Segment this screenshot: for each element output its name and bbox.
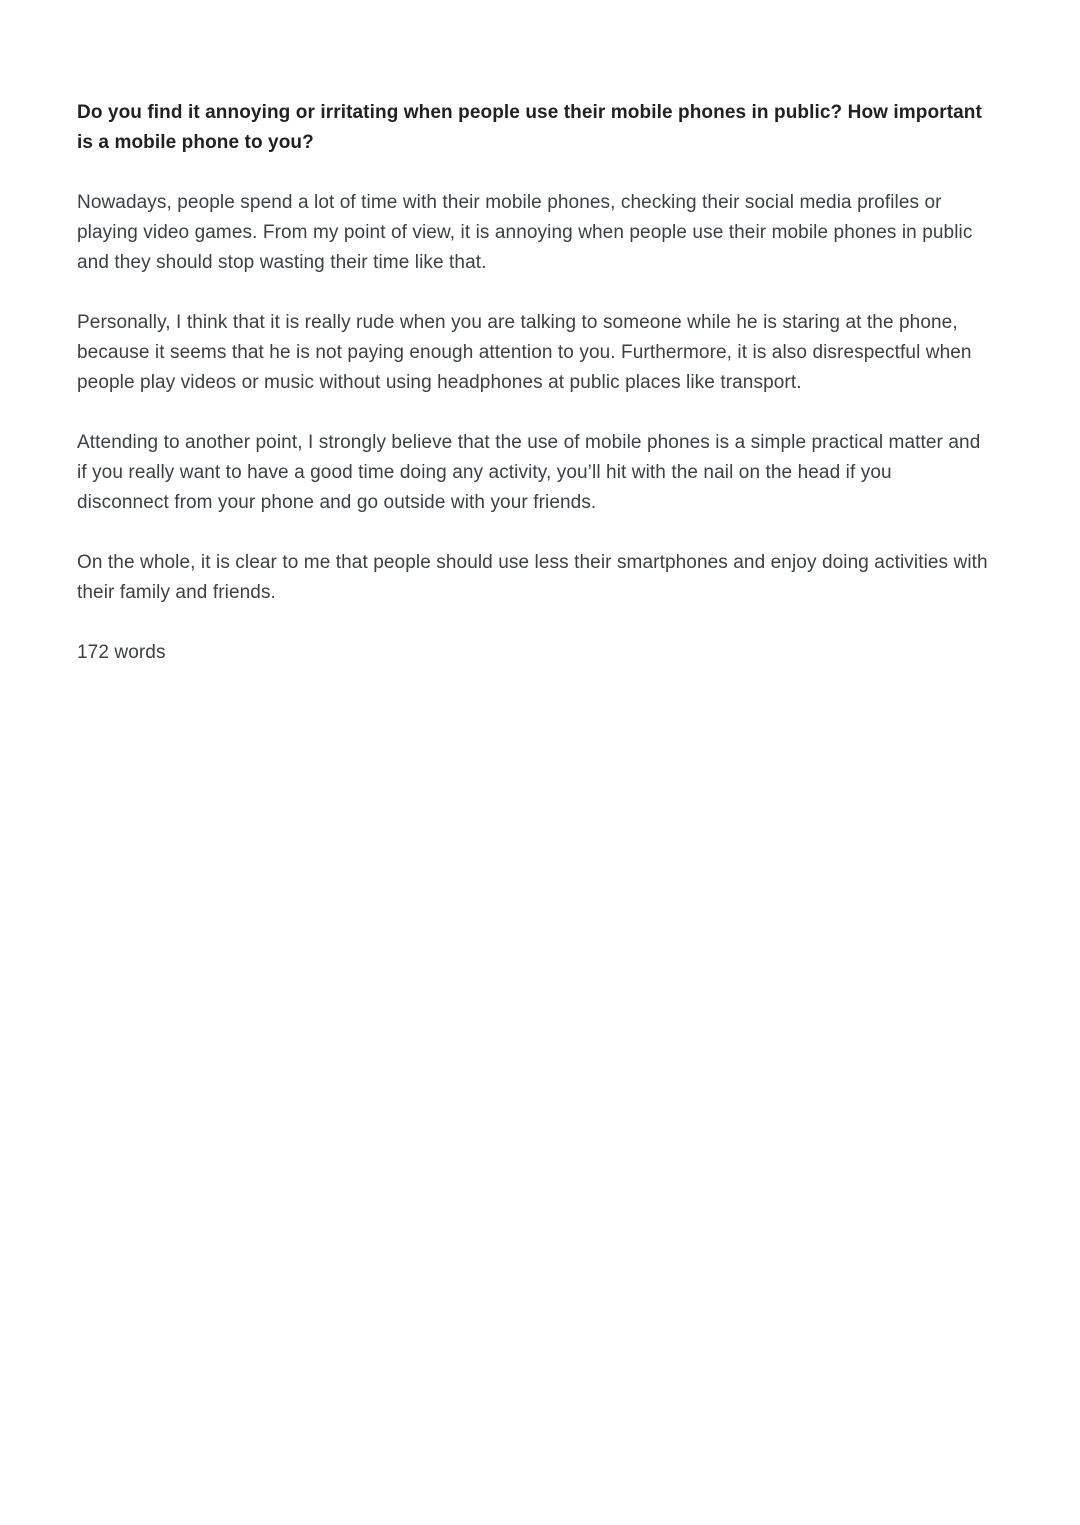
essay-question-heading: Do you find it annoying or irritating when people use their mobile phones in public? How important is a mobile phone to you? [77, 102, 982, 153]
essay-paragraph-4: On the whole, it is clear to me that people should use less their smartphones and enjoy doing activities with their family and friends. [77, 552, 988, 603]
essay-paragraph-1: Nowadays, people spend a lot of time with their mobile phones, checking their social media profiles or playing video games. From my point of view, it is annoying when people use their mobile phones in public and they should stop wasting their time like that. [77, 192, 973, 273]
essay-paragraph-2: Personally, I think that it is really rude when you are talking to someone while he is staring at the phone, because it seems that he is not paying enough attention to you. Furthermore, it is also disrespectful when people play videos or music without using headphones at public places like transport. [77, 312, 972, 393]
word-count-label: 172 words [77, 642, 166, 663]
essay-paragraph-3: Attending to another point, I strongly believe that the use of mobile phones is a simple practical matter and if you really want to have a good time doing any activity, you’ll hit with the nail on the head if you disconnect from your phone and go outside with your friends. [77, 432, 981, 513]
